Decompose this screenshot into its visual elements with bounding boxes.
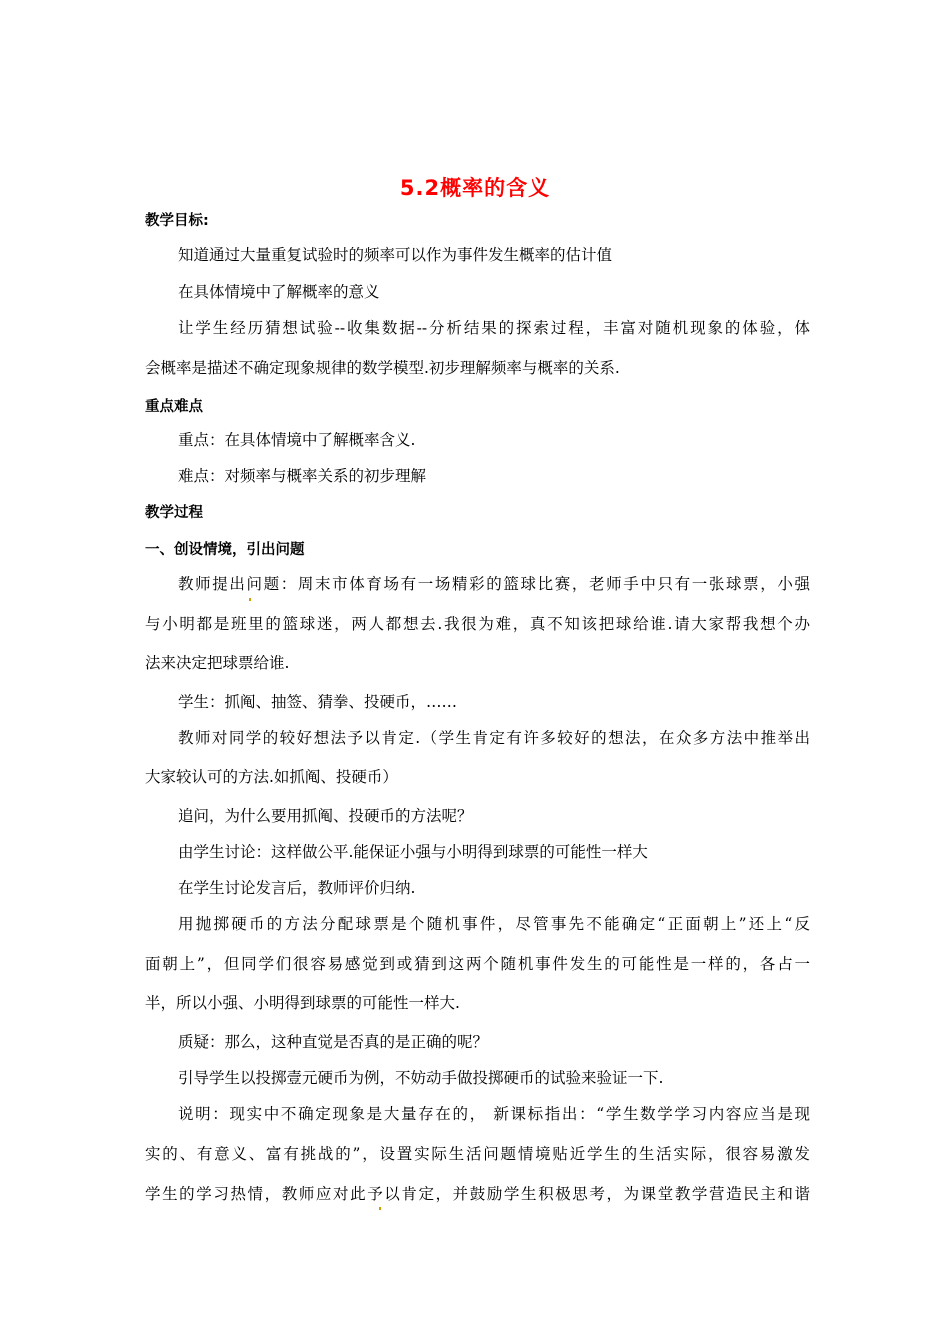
paragraph-line: 教师提出问题：周末市体育场有一场精彩的篮球比赛，老师手中只有一张球票，小强: [178, 575, 810, 593]
section-heading-objectives: 教学目标:: [145, 213, 209, 229]
paragraph-line: 大家较认可的方法.如抓阄、投硬币）: [145, 768, 398, 786]
paragraph-line: 知道通过大量重复试验时的频率可以作为事件发生概率的估计值: [178, 246, 613, 264]
stray-mark: [249, 598, 251, 601]
section-heading-key-points: 重点难点: [145, 399, 203, 415]
document-title: 5.2概率的含义: [399, 176, 551, 200]
paragraph-line: 与小明都是班里的篮球迷，两人都想去.我很为难，真不知该把球给谁.请大家帮我想个办: [145, 615, 810, 633]
paragraph-line: 质疑：那么，这种直觉是否真的是正确的呢？: [178, 1033, 489, 1051]
paragraph-line: 法来决定把球票给谁.: [145, 654, 290, 672]
paragraph-line: 面朝上”，但同学们很容易感觉到或猜到这两个随机事件发生的可能性是一样的，各占一: [145, 955, 810, 973]
paragraph-line: 在学生讨论发言后，教师评价归纳.: [178, 879, 416, 897]
section-heading-process: 教学过程: [145, 505, 203, 521]
paragraph-line: 在具体情境中了解概率的意义: [178, 283, 380, 301]
paragraph-line: 难点：对频率与概率关系的初步理解: [178, 467, 427, 485]
paragraph-line: 学生：抓阄、抽签、猜拳、投硬币，……: [178, 693, 458, 711]
paragraph-line: 用抛掷硬币的方法分配球票是个随机事件，尽管事先不能确定“正面朝上”还上“反: [178, 915, 810, 933]
stray-mark: [379, 1207, 381, 1210]
paragraph-line: 重点：在具体情境中了解概率含义.: [178, 431, 416, 449]
paragraph-line: 学生的学习热情，教师应对此予以肯定，并鼓励学生积极思考，为课堂教学营造民主和谐: [145, 1185, 810, 1203]
paragraph-line: 让学生经历猜想试验--收集数据--分析结果的探索过程，丰富对随机现象的体验，体: [178, 319, 810, 337]
paragraph-line: 追问，为什么要用抓阄、投硬币的方法呢？: [178, 807, 473, 825]
paragraph-line: 由学生讨论：这样做公平.能保证小强与小明得到球票的可能性一样大: [178, 843, 648, 861]
paragraph-line: 教师对同学的较好想法予以肯定.（学生肯定有许多较好的想法，在众多方法中推举出: [178, 729, 810, 747]
paragraph-line: 半，所以小强、小明得到球票的可能性一样大.: [145, 994, 460, 1012]
subsection-heading: 一、创设情境，引出问题: [145, 542, 305, 558]
paragraph-line: 引导学生以投掷壹元硬币为例，不妨动手做投掷硬币的试验来验证一下.: [178, 1069, 664, 1087]
paragraph-line: 会概率是描述不确定现象规律的数学模型.初步理解频率与概率的关系.: [145, 359, 620, 377]
paragraph-line: 实的、有意义、富有挑战的”，设置实际生活问题情境贴近学生的生活实际，很容易激发: [145, 1145, 810, 1163]
paragraph-line: 说明：现实中不确定现象是大量存在的， 新课标指出：“学生数学学习内容应当是现: [178, 1105, 810, 1123]
